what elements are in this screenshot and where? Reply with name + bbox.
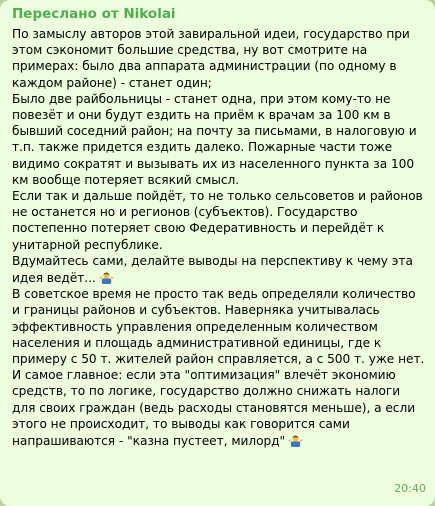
message-paragraph: Если так и дальше пойдёт, то не только сельсоветов и районов не останется но и регионов (субъектов). Государство постепенно потеряет свою Федеративность и перейдёт к унитарной республике. bbox=[12, 189, 423, 252]
man-shrugging-emoji-icon bbox=[288, 432, 303, 447]
message-paragraph: И самое главное: если эта "оптимизация" влечёт экономию средств, то по логике, государство должно снижать налоги для своих граждан (ведь расходы становятся меньше), а если этого не происходит, то выводы как говорится сами напрашиваются - "казна пустеет, милорд" bbox=[12, 368, 416, 449]
message-timestamp: 20:40 bbox=[394, 482, 426, 495]
message-paragraph: Было две райбольницы - станет одна, при этом кому-то не повезёт и они будут ездить на приём к врачам за 100 км в бывший соседний район; на почту за письмами, в налоговую и т.п. также придется ездить далеко. Пожарные части тоже видимо сократят и вызывать их из населенного пункта за 100 км вообще потеряет всякий смысл. bbox=[12, 91, 417, 187]
message-paragraph: В советское время не просто так ведь определяли количество и границы районов и субъектов. Наверняка учитывалась эффективность управления определенным количеством населения и площадь административной единицы, где к примеру с 50 т. жителей район справляется, а с 500 т. уже нет. bbox=[12, 287, 425, 367]
forwarded-from-label[interactable]: Переслано от Nikolai bbox=[12, 6, 176, 22]
message-paragraph: По замыслу авторов этой завиральной идеи, государство при этом сэкономит большие средства, ну вот смотрите на примерах: было два аппарата администрации (по одному в каждом районе) - станет один; bbox=[12, 27, 410, 90]
message-paragraph: Вдумайтесь сами, делайте выводы на перспективу к чему эта идея ведёт... bbox=[12, 253, 413, 286]
man-shrugging-emoji-icon bbox=[99, 269, 114, 284]
message-text bbox=[12, 26, 426, 449]
